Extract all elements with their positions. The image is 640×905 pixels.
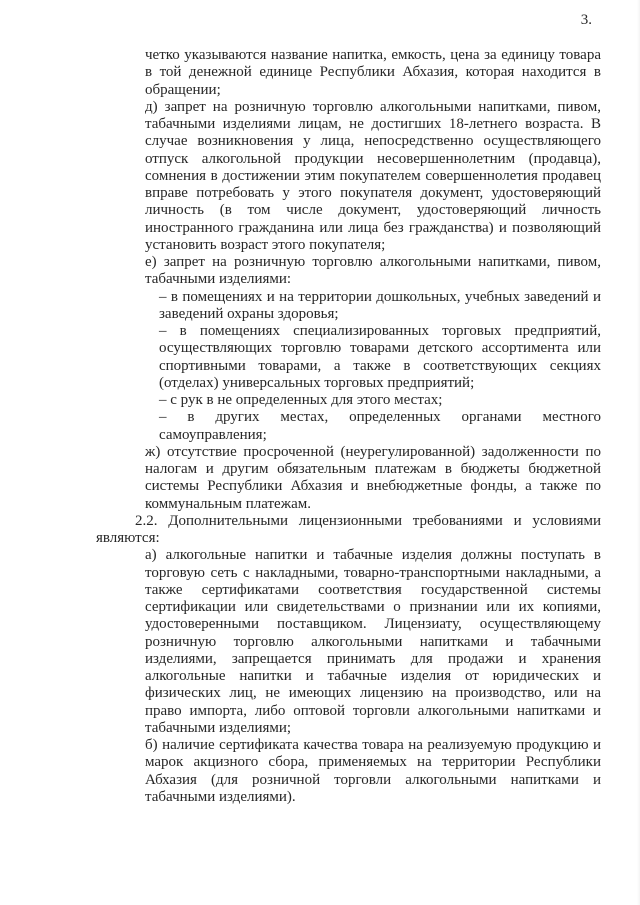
subitem-e-3: – с рук в не определенных для этого местах; <box>159 392 443 408</box>
subitem-e-4: – в других местах, определенных органами местного самоуправления; <box>159 409 601 443</box>
paragraph-item-b: б) наличие сертификата качества товара на реализуемую продукцию и марок акцизного сбора, применяемых на территории Республики Абхазия (для розничной торговли алкогольными напитками и табачными изделиями). <box>145 737 601 805</box>
subitem-e-2: – в помещениях специализированных торговых предприятий, осуществляющих торговлю товарами детского ассортимента или спортивными товарами, а также в соответствующих секциях (отделах) универсальных торговых предприятий; <box>159 323 601 391</box>
paragraph-item-d: д) запрет на розничную торговлю алкогольными напитками, пивом, табачными изделиями лицам, не достигших 18-летнего возраста. В случае возникновения у лица, непосредственно осуществляющего отпуск алкогольной продукции несовершеннолетним (продавца), сомнения в достижении этим покупателем совершеннолетия продавец вправе потребовать у этого покупателя документ, удостоверяющий личность (в том числе документ, удостоверяющий личность иностранного гражданина или лица без гражданства) и позволяющий установить возраст этого покупателя; <box>145 98 601 253</box>
section-2-2: 2.2. Дополнительными лицензионными требованиями и условиями являются: <box>96 512 601 546</box>
paragraph-item-e: е) запрет на розничную торговлю алкогольными напитками, пивом, табачными изделиями: <box>145 254 601 288</box>
paragraph-continuation: четко указываются название напитка, емкость, цена за единицу товара в той денежной единице Республики Абхазия, которая находится в обращении; <box>145 47 601 98</box>
paragraph-item-zh: ж) отсутствие просроченной (неурегулированной) задолженности по налогам и другим обязательным платежам в бюджеты бюджетной системы Республики Абхазия и внебюджетные фонды, а также по коммунальным платежам. <box>145 443 601 512</box>
document-body <box>96 47 601 806</box>
page-number: 3. <box>580 12 592 28</box>
paragraph-item-a: а) алкогольные напитки и табачные изделия должны поступать в торговую сеть с накладными, товарно-транспортными накладными, а также сертификатами соответствия государственной системы сертификации или свидетельствами о признании или их копиями, удостоверенными поставщиком. Лицензиату, осуществляющему розничную торговлю алкогольными напитками и табачными изделиями, запрещается принимать для продажи и хранения алкогольные напитки и табачные изделия от юридических и физических лиц, не имеющих лицензию на производство, или на право импорта, либо оптовой торговли алкогольными напитками и табачными изделиями; <box>145 547 601 736</box>
subitem-e-1: – в помещениях и на территории дошкольных, учебных заведений и заведений охраны здоровья; <box>159 288 601 322</box>
